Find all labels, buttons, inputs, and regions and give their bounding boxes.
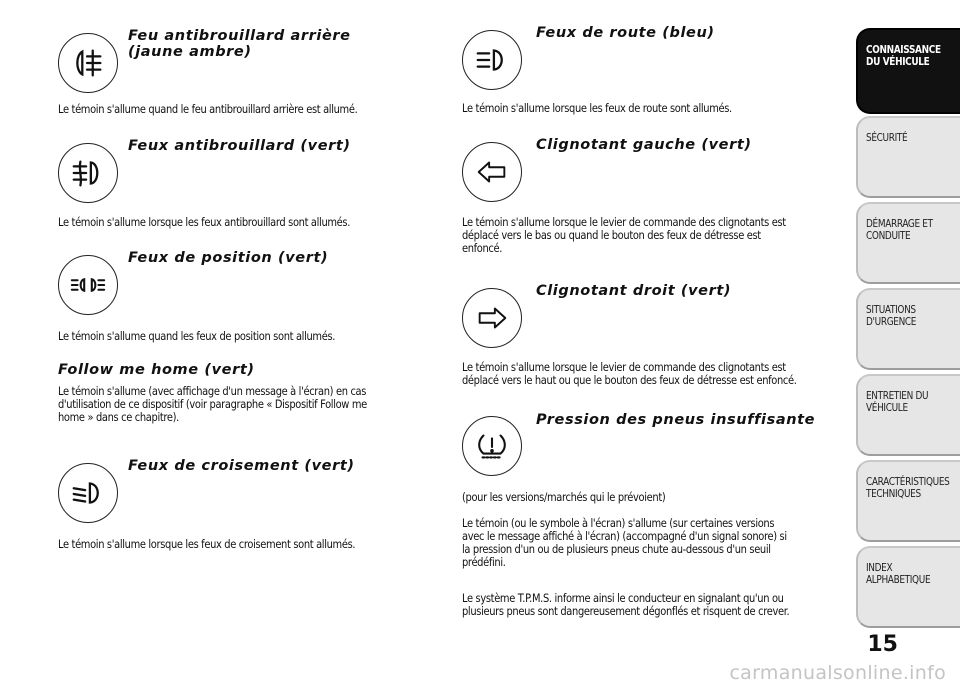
tab-index-alphabetique[interactable]: [856, 546, 960, 628]
front-fog-light-icon: [69, 154, 107, 192]
section-title: Clignotant gauche (vert): [536, 137, 752, 153]
icon-circle: [462, 288, 522, 348]
tab-label: CONNAISSANCE DU VÉHICULE: [866, 44, 941, 68]
right-arrow-icon: [473, 299, 511, 337]
section-title: Feu antibrouillard arrière (jaune ambre): [128, 28, 351, 60]
tab-label: SÉCURITÉ: [866, 132, 908, 144]
section-text: Le témoin s'allume lorsque le levier de commande des clignotants est déplacé vers le bas ou quand le bouton des feux de détresse est enfoncé.: [462, 215, 786, 255]
chapter-tabs: [856, 0, 960, 686]
section-title: Feux de route (bleu): [536, 25, 715, 41]
icon-circle: [462, 142, 522, 202]
section-text: Le témoin (ou le symbole à l'écran) s'allume (sur certaines versions avec le message affiché à l'écran) (accompagné d'un signal sonore) si la pression d'un ou de plusieurs pneus chute au-dessous d'un seuil prédéfini.: [462, 516, 787, 569]
tab-label: CARACTÉRISTIQUES TECHNIQUES: [866, 476, 950, 500]
position-lights-icon: [69, 266, 107, 304]
tab-label: ENTRETIEN DU VÉHICULE: [866, 390, 929, 414]
tab-securite[interactable]: [856, 116, 960, 198]
section-text: Le témoin s'allume lorsque les feux antibrouillard sont allumés.: [58, 215, 351, 229]
section-text: Le témoin s'allume lorsque les feux de croisement sont allumés.: [58, 537, 356, 551]
high-beam-icon: [473, 41, 511, 79]
page-number: 15: [867, 632, 898, 657]
icon-circle: [58, 33, 118, 93]
section-text: Le témoin s'allume (avec affichage d'un message à l'écran) en cas d'utilisation de ce dispositif (voir paragraphe « Dispositif Follow me home » dans ce chapitre).: [58, 384, 367, 424]
icon-circle: [58, 463, 118, 523]
section-title: Pression des pneus insuffisante: [536, 412, 816, 428]
section-title: Follow me home (vert): [58, 362, 255, 378]
rear-fog-light-icon: [69, 44, 107, 82]
section-title: Feux de croisement (vert): [128, 458, 355, 474]
section-text: Le témoin s'allume quand les feux de position sont allumés.: [58, 329, 336, 343]
tab-label: INDEX ALPHABETIQUE: [866, 562, 931, 586]
icon-circle: [462, 416, 522, 476]
section-title: Feux de position (vert): [128, 250, 329, 266]
section-text: (pour les versions/marchés qui le prévoient): [462, 490, 666, 504]
tire-pressure-icon: [473, 427, 511, 465]
tab-situations-urgence[interactable]: [856, 288, 960, 370]
section-text: Le témoin s'allume quand le feu antibrouillard arrière est allumé.: [58, 102, 358, 116]
low-beam-icon: [69, 474, 107, 512]
icon-circle: [58, 143, 118, 203]
tab-label: DÉMARRAGE ET CONDUITE: [866, 218, 933, 242]
section-title: Feux antibrouillard (vert): [128, 138, 351, 154]
section-text: Le témoin s'allume lorsque le levier de commande des clignotants est déplacé vers le haut ou que le bouton des feux de détresse est enfoncé.: [462, 360, 797, 387]
icon-circle: [58, 255, 118, 315]
tab-connaissance-vehicule[interactable]: [856, 28, 960, 114]
section-title: Clignotant droit (vert): [536, 283, 732, 299]
section-text: Le système T.P.M.S. informe ainsi le conducteur en signalant qu'un ou plusieurs pneus sont dangereusement dégonflés et risquent de crever.: [462, 591, 790, 618]
tab-entretien-vehicule[interactable]: [856, 374, 960, 456]
tab-label: SITUATIONS D'URGENCE: [866, 304, 917, 328]
icon-circle: [462, 30, 522, 90]
tab-demarrage-conduite[interactable]: [856, 202, 960, 284]
tab-caracteristiques-techniques[interactable]: [856, 460, 960, 542]
left-arrow-icon: [473, 153, 511, 191]
section-text: Le témoin s'allume lorsque les feux de route sont allumés.: [462, 101, 732, 115]
watermark: carmanualsonline.info: [729, 662, 946, 684]
